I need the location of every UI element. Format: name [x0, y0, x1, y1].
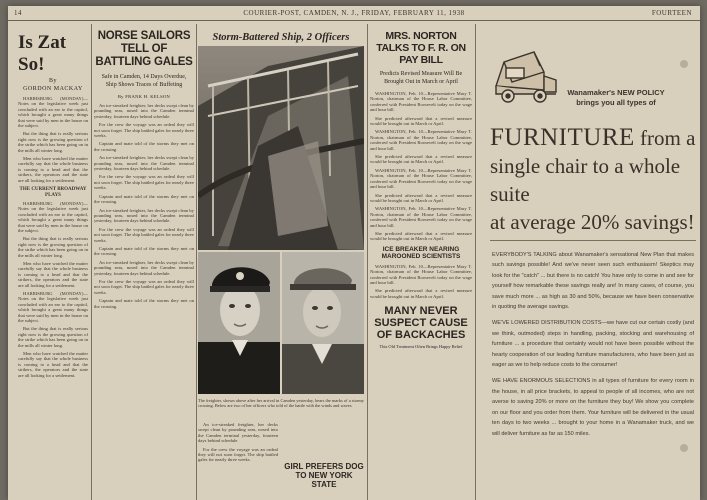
masthead — [8, 6, 700, 21]
byline-by: By — [48, 78, 57, 84]
photo-caption: The freighter, shown above after her arrival in Camden yesterday, bears the marks of a stormy crossing. Below are two of her officers who told of the battle with the winds and waves. — [198, 398, 364, 409]
column-is-zat-so — [18, 24, 88, 500]
column-rule — [91, 24, 92, 500]
article-body — [18, 96, 88, 378]
deck: Predicts Revised Measure Will Be Brought Out in March or April — [379, 71, 463, 85]
ad-paragraph: WE HAVE ENORMOUS SELECTIONS in all types of furniture for every room in the house, in all price brackets, to appeal to people of all incomes, who are not averse to saving 20% or more on the furniture they buy! We show you complete on our floor and you order from them. Your furniture will be delivered in the usual ten days to two weeks ... brought to your home in a Wanamaker truck, and we will deliver furniture as far as 150 miles. — [492, 378, 694, 437]
photo-title: Storm-Battered Ship, 2 Officers — [212, 32, 350, 43]
column-norse-sailors — [94, 24, 194, 500]
paragraph: But the thing that is really serious right now is the growing question of the strike which has been going on in the mills all winter long. — [18, 326, 88, 348]
article-body — [370, 91, 472, 242]
ad-headline-word: FURNITURE — [490, 124, 635, 151]
paragraph: WASHINGTON, Feb. 10—Representative Mary T. Norton, chairman of the House Labor Committee, conferred with President Roosevelt today on the wage and hour bill. — [370, 206, 472, 228]
column-rule — [196, 24, 197, 500]
paragraph: For the crew the voyage was an ordeal they will not soon forget. The ship battled gales for nearly three weeks. — [94, 226, 194, 243]
ship-deck-image — [198, 46, 364, 250]
paragraph: Captain and mate told of the storms they met on the crossing. — [94, 193, 194, 205]
paragraph: An ice-streaked freighter, her decks swept clean by pounding seas, nosed into the Camden terminal yesterday, fourteen days behind schedule. — [94, 207, 194, 224]
ad-headline-text: at average 20% savings! — [490, 210, 695, 234]
wanamaker-advertisement — [480, 28, 698, 500]
article-body — [370, 264, 472, 299]
deck: Safe in Camden, 14 Days Overdue, Ship Shows Traces of Buffeting — [101, 74, 187, 88]
ad-headline-text: from a — [640, 126, 696, 150]
paragraph: Captain and mate told of the storms they met on the crossing. — [94, 298, 194, 309]
paragraph: Captain and mate told of the storms they met on the crossing. — [94, 245, 194, 257]
column-rule — [367, 24, 368, 500]
ad-copy — [492, 250, 694, 445]
paragraph: She predicted afterward that a revised measure would be brought out in March or April. — [370, 154, 472, 165]
headline-girl-prefers-dog: GIRL PREFERS DOG TO NEW YORK STATE — [284, 462, 364, 489]
ad-headline-text: single chair to a whole suite — [490, 154, 681, 206]
column-mrs-norton — [370, 24, 472, 500]
officer-photo-right — [282, 252, 364, 394]
paragraph: Captain and mate told of the storms they met on the crossing. — [94, 141, 194, 152]
headline-backaches: MANY NEVER SUSPECT CAUSE OF BACKACHES — [374, 305, 468, 342]
ship-photo — [198, 46, 364, 250]
masthead-line: COURIER-POST, CAMDEN, N. J., FRIDAY, FEBRUARY 11, 1938 — [243, 9, 465, 17]
deck: This Old Treatment Often Brings Happy Relief — [379, 344, 463, 350]
paragraph: She predicted afterward that a revised measure would be brought out in March or April. — [370, 115, 472, 127]
paragraph: She predicted afterward that a revised measure would be brought out in March or April. — [370, 288, 472, 299]
paragraph: WASHINGTON, Feb. 10—Representative Mary T. Norton, chairman of the House Labor Committee, conferred with President Roosevelt today on the wage and hour bill. — [370, 91, 472, 113]
paragraph: WASHINGTON, Feb. 10—Representative Mary T. Norton, chairman of the House Labor Committee, conferred with President Roosevelt today on the wage and hour bill. — [370, 167, 472, 190]
subhead: THE CURRENT BROADWAY PLAYS — [19, 187, 87, 198]
headline-norse-sailors: NORSE SAILORS TELL OF BATTLING GALES — [95, 30, 193, 68]
ad-brand-line: Wanamaker's NEW POLICY — [567, 88, 665, 97]
paragraph: WASHINGTON, Feb. 10—Representative Mary T. Norton, chairman of the House Labor Committee, conferred with President Roosevelt today on the wage and hour bill. — [370, 129, 472, 151]
paragraph: HARRISBURG (MONDAY)—Notes on the legislative week just concluded with an ear to the capitol, which brought a great many things that were said by men in the house on the subject. — [18, 96, 88, 129]
paragraph: Men who have watched the matter carefully say that the whole business is coming to a head and that the strikers, the operators and the state are all looking for a settlement. — [18, 156, 88, 183]
ad-divider — [490, 240, 696, 241]
paragraph: HARRISBURG (MONDAY)—Notes on the legislative week just concluded with an ear to the capitol, which brought a great many things that were said by men in the house on the subject. — [18, 200, 88, 233]
binder-hole — [680, 60, 688, 68]
binder-hole — [680, 444, 688, 452]
paragraph: For the crew the voyage was an ordeal they will not soon forget. The ship battled gales for nearly three weeks. — [94, 122, 194, 139]
headline-mrs-norton: MRS. NORTON TALKS TO F. R. ON PAY BILL — [376, 30, 466, 66]
paragraph: An ice-streaked freighter, her decks swept clean by pounding seas, nosed into the Camden terminal yesterday, fourteen days behind schedule. — [198, 422, 278, 444]
paragraph: For the crew the voyage was an ordeal they will not soon forget. The ship battled gales for nearly three weeks. — [198, 446, 278, 463]
officer-portrait-image — [282, 252, 364, 394]
paragraph: An ice-streaked freighter, her decks swept clean by pounding seas, nosed into the Camden terminal yesterday, fourteen days behind schedule. — [94, 259, 194, 276]
headline-is-zat-so: Is Zat So! — [18, 32, 67, 75]
officer-portrait-image — [198, 252, 280, 394]
photo-feature — [198, 24, 364, 500]
headline-ice-breaker: ICE BREAKER NEARING MAROONED SCIENTISTS — [381, 245, 461, 261]
section-label: FOURTEEN — [651, 9, 692, 17]
paragraph: She predicted afterward that a revised measure would be brought out in March or April. — [370, 230, 472, 242]
ad-paragraph: EVERYBODY'S TALKING about Wanamaker's sensational New Plan that makes such savings possible! And we've never seen such enthusiasm! Skeptics may look for the "catch" ... but there is no catch! You have only to come in and see for yourself how remarkable these savings really are! In many cases, of course, you save much more ... as high as 30 and 50%, because we have been conservative in quoting the average savings. — [492, 252, 694, 311]
girl-article — [284, 422, 364, 489]
page-number: 14 — [14, 9, 22, 17]
paragraph: HARRISBURG (MONDAY)—Notes on the legislative week just concluded with an ear to the capitol, which brought a great many things that were said by men in the house on the subject. — [18, 291, 88, 324]
officer-photo-left — [198, 252, 280, 394]
ad-headline — [490, 124, 696, 236]
paragraph: An ice-streaked freighter, her decks swept clean by pounding seas, nosed into the Camden terminal yesterday, fourteen days behind schedule. — [94, 103, 194, 119]
paragraph: But the thing that is really serious right now is the growing question of the strike which has been going on in the mills all winter long. — [18, 236, 88, 258]
newspaper-page — [8, 6, 700, 500]
paragraph: She predicted afterward that a revised measure would be brought out in March or April. — [370, 192, 472, 203]
article-body — [94, 103, 194, 309]
byline: By FRANK H. KELSON — [117, 94, 171, 99]
paragraph: An ice-streaked freighter, her decks swept clean by pounding seas, nosed into the Camden terminal yesterday, fourteen days behind schedule. — [94, 155, 194, 172]
paragraph: For the crew the voyage was an ordeal they will not soon forget. The ship battled gales for nearly three weeks. — [94, 278, 194, 295]
paragraph: WASHINGTON, Feb. 10—Representative Mary T. Norton, chairman of the House Labor Committee, conferred with President Roosevelt today on the wage and hour bill. — [370, 263, 472, 285]
byline-author: GORDON MACKAY — [23, 86, 83, 92]
paragraph: For the crew the voyage was an ordeal they will not soon forget. The ship battled gales for nearly three weeks. — [94, 174, 194, 191]
paragraph: Men who have watched the matter carefully say that the whole business is coming to a head and that the strikers, the operators and the state are all looking for a settlement. — [18, 351, 88, 378]
column-rule — [475, 24, 476, 500]
paragraph: Men who have watched the matter carefully say that the whole business is coming to a head and that the strikers, the operators and the state are all looking for a settlement. — [18, 260, 88, 288]
ad-brand — [536, 88, 696, 108]
ad-paragraph: WE'VE LOWERED DISTRIBUTION COSTS—we have cut our certain costly (and we think, outmoded) steps in handling, packing, stocking and warehousing of furniture ... a procedure that certainly would not have been possible without the hearty cooperation of our leading furniture manufacturers, who have been just as eager as we to help reduce costs to the consumer! — [492, 320, 694, 369]
ad-brand-line: brings you all types of — [576, 98, 656, 107]
article-body — [198, 422, 278, 466]
paragraph: But the thing that is really serious right now is the growing question of the strike which has been going on in the mills all winter long. — [18, 131, 88, 153]
